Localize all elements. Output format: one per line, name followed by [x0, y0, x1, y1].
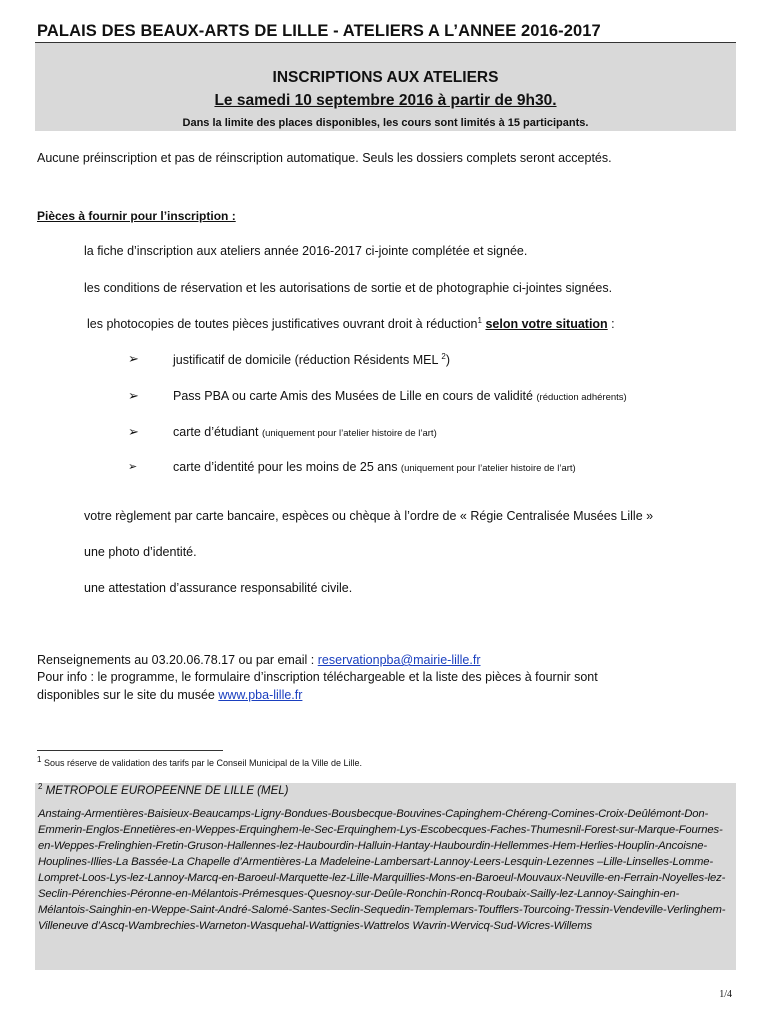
piece-item-photocopies	[87, 317, 615, 331]
footnote-2-box	[35, 783, 736, 970]
situation-emphasis: selon votre situation	[485, 317, 608, 331]
page-title: PALAIS DES BEAUX-ARTS DE LILLE - ATELIERS A L’ANNEE 2016-2017	[37, 22, 601, 40]
sub-item-pass-text: Pass PBA ou carte Amis des Musées de Lille en cours de validité	[173, 389, 537, 403]
footnote-2-number: 2	[38, 782, 43, 792]
sub-item-id-note: (uniquement pour l’atelier histoire de l’art)	[400, 463, 576, 474]
sub-item-id	[173, 460, 576, 474]
footnote-2-title-text: METROPOLE EUROPEENNE DE LILLE (MEL)	[42, 785, 289, 797]
intro-text: Aucune préinscription et pas de réinscription automatique. Seuls les dossiers complets seront acceptés.	[37, 151, 612, 165]
contact-line	[37, 653, 481, 667]
footnote-1	[37, 755, 362, 768]
footnote-2-title	[38, 782, 289, 797]
piece-item-conditions: les conditions de réservation et les autorisations de sortie et de photographie ci-jointes signées.	[84, 281, 613, 295]
colon: :	[607, 317, 615, 331]
info-line: Pour info : le programme, le formulaire d’inscription téléchargeable et la liste des pièces à fournir sont	[37, 670, 598, 684]
sub-item-pass-note: (réduction adhérents)	[536, 392, 627, 403]
footnote-divider	[37, 750, 223, 751]
contact-text: Renseignements au 03.20.06.78.17 ou par email :	[37, 653, 318, 667]
registration-banner	[35, 43, 736, 131]
info-line-2-text: disponibles sur le site du musée	[37, 688, 219, 702]
email-link[interactable]: reservationpba@mairie-lille.fr	[317, 653, 481, 667]
piece-item-photocopies-text: les photocopies de toutes pièces justificatives ouvrant droit à réduction	[87, 317, 478, 331]
piece-item-payment: votre règlement par carte bancaire, espèces ou chèque à l’ordre de « Régie Centralisée Musées Lille »	[84, 509, 654, 523]
mel-communes-list: Anstaing-Armentières-Baisieux-Beaucamps-Ligny-Bondues-Bousbecque-Bouvines-Capinghem-Chéreng-Comines-Croix-Deûlémont-Don-Emmerin-Englos-Ennetières-en-Weppes-Erquinghem-le-Sec-Erquinghem-Lys-Escobecques-Faches-Thumesnil-Forest-sur-Marque-Fournes-en-Weppes-Frelinghien-Fretin-Gruson-Hallennes-lez-Haubourdin-Halluin-Hantay-Haubourdin-Hellemmes-Hem-Herlies-Houplin-Ancoisne-Houplines-Illies-La Bassée-La Chapelle d’Armentières-La Madeleine-Lambersart-Lannoy-Leers-Lesquin-Lezennes –Lille-Linselles-Lomme-Lompret-Loos-Lys-lez-Lannoy-Marcq-en-Baroeul-Marquette-lez-Lille-Marquillies-Mons-en-Baroeul-Mouvaux-Neuville-en-Ferrain-Noyelles-lez-Seclin-Pérenchies-Péronne-en-Mélantois-Prémesques-Quesnoy-sur-Deûle-Ronchin-Roncq-Roubaix-Sailly-lez-Lannoy-Sainghin-en-Mélantois-Sainghin-en-Weppe-Saint-André-Salomé-Santes-Seclin-Sequedin-Templemars-Toufflers-Tourcoing-Tressin-Vendeville-Verlinghem-Villeneuve d’Ascq-Wambrechies-Warneton-Wasquehal-Wattignies-Wattrelos Wavrin-Wervicq-Sud-Wicres-Willems	[38, 808, 726, 932]
piece-item-form: la fiche d’inscription aux ateliers année 2016-2017 ci-jointe complétée et signée.	[84, 244, 528, 258]
arrow-bullet-icon: ➢	[128, 388, 139, 403]
arrow-bullet-icon: ➢	[128, 351, 139, 366]
sub-item-pass	[173, 389, 627, 403]
sub-item-student	[173, 425, 437, 439]
piece-item-insurance: une attestation d’assurance responsabilité civile.	[84, 581, 353, 595]
piece-item-photo: une photo d’identité.	[84, 545, 197, 559]
footnote-1-number: 1	[37, 755, 42, 764]
footnote-ref-1: 1	[477, 315, 482, 325]
footnote-ref-2: 2	[441, 351, 446, 361]
page-number: 1/4	[719, 989, 732, 1000]
sub-item-domicile-end: )	[445, 353, 451, 367]
pieces-heading: Pièces à fournir pour l’inscription :	[37, 209, 236, 223]
sub-item-student-text: carte d’étudiant	[173, 425, 262, 439]
sub-item-id-text: carte d’identité pour les moins de 25 ans	[173, 460, 401, 474]
footnote-1-text: Sous réserve de validation des tarifs par le Conseil Municipal de la Ville de Lille.	[41, 758, 362, 768]
sub-item-domicile	[173, 353, 450, 367]
info-line-2	[37, 688, 302, 702]
banner-note: Dans la limite des places disponibles, les cours sont limités à 15 participants.	[182, 117, 589, 129]
arrow-bullet-icon: ➢	[128, 461, 138, 473]
banner-date: Le samedi 10 septembre 2016 à partir de 9h30.	[214, 92, 557, 109]
sub-item-student-note: (uniquement pour l’atelier histoire de l’art)	[261, 428, 437, 439]
sub-item-domicile-text: justificatif de domicile (réduction Résidents MEL	[173, 353, 442, 367]
arrow-bullet-icon: ➢	[128, 424, 139, 439]
website-link[interactable]: www.pba-lille.fr	[218, 688, 303, 702]
banner-heading: INSCRIPTIONS AUX ATELIERS	[272, 69, 499, 86]
